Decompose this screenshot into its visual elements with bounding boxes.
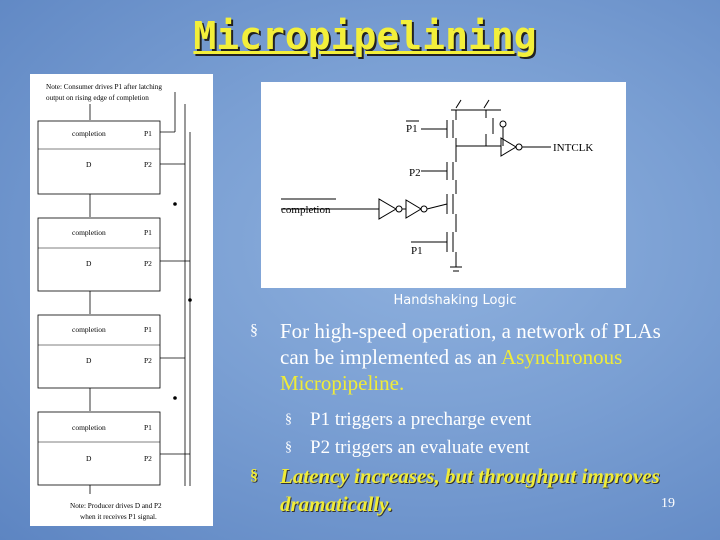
bullet-text: For high-speed operation, a network of PLAs can be implemented as an xyxy=(280,319,661,369)
sub-bullet-item xyxy=(250,434,680,462)
stage-p1-label: P1 xyxy=(144,129,152,138)
circuit-label-p1-top: P1 xyxy=(406,123,418,135)
stage-p1-label: P1 xyxy=(144,325,152,334)
stage-completion-label: completion xyxy=(72,325,106,334)
bullet-text: Latency increases, but throughput improves dramatically. xyxy=(280,464,660,516)
note-top-line2: output on rising edge of completion xyxy=(46,94,149,102)
bullet-item xyxy=(250,462,680,518)
stage-p2-label: P2 xyxy=(144,454,152,463)
note-top-line1: Note: Consumer drives P1 after latching xyxy=(46,83,162,91)
sub-bullet-item xyxy=(250,406,680,434)
slide-title: Micropipelining xyxy=(193,14,537,58)
circuit-label-completion: completion xyxy=(281,204,331,216)
stage-d-label: D xyxy=(86,160,92,169)
junction-dots xyxy=(173,202,192,400)
stage-p1-label: P1 xyxy=(144,423,152,432)
circuit-label-intclk: INTCLK xyxy=(553,142,594,154)
stage-p1-label: P1 xyxy=(144,228,152,237)
stage-completion-label: completion xyxy=(72,423,106,432)
circuit-label-p2: P2 xyxy=(409,167,421,179)
stage-p2-label: P2 xyxy=(144,259,152,268)
sub-bullet-text: P1 triggers a precharge event xyxy=(310,409,532,430)
sub-bullet-text: P2 triggers an evaluate event xyxy=(310,437,530,458)
stage-d-label: D xyxy=(86,259,92,268)
page-number: 19 xyxy=(661,496,675,511)
stage-completion-label: completion xyxy=(72,129,106,138)
bullet-list xyxy=(250,318,680,518)
bullet-marker: § xyxy=(250,322,258,339)
stage-completion-label: completion xyxy=(72,228,106,237)
bullet-marker: § xyxy=(250,467,258,484)
micropipeline-diagram xyxy=(30,74,213,526)
figure-caption: Handshaking Logic xyxy=(393,293,517,308)
stage-d-label: D xyxy=(86,356,92,365)
note-bottom-line2: when it receives P1 signal. xyxy=(80,513,157,521)
handshaking-circuit xyxy=(261,82,626,288)
circuit-label-p1-bottom: P1 xyxy=(411,245,423,257)
stage-p2-label: P2 xyxy=(144,356,152,365)
stage-p2-label: P2 xyxy=(144,160,152,169)
bullet-highlight: Asynchronous Micropipeline. xyxy=(280,345,623,395)
note-bottom-line1: Note: Producer drives D and P2 xyxy=(70,502,162,510)
stage-d-label: D xyxy=(86,454,92,463)
sub-bullet-marker: § xyxy=(285,440,292,455)
bullet-item xyxy=(250,318,680,396)
sub-bullet-marker: § xyxy=(285,412,292,427)
